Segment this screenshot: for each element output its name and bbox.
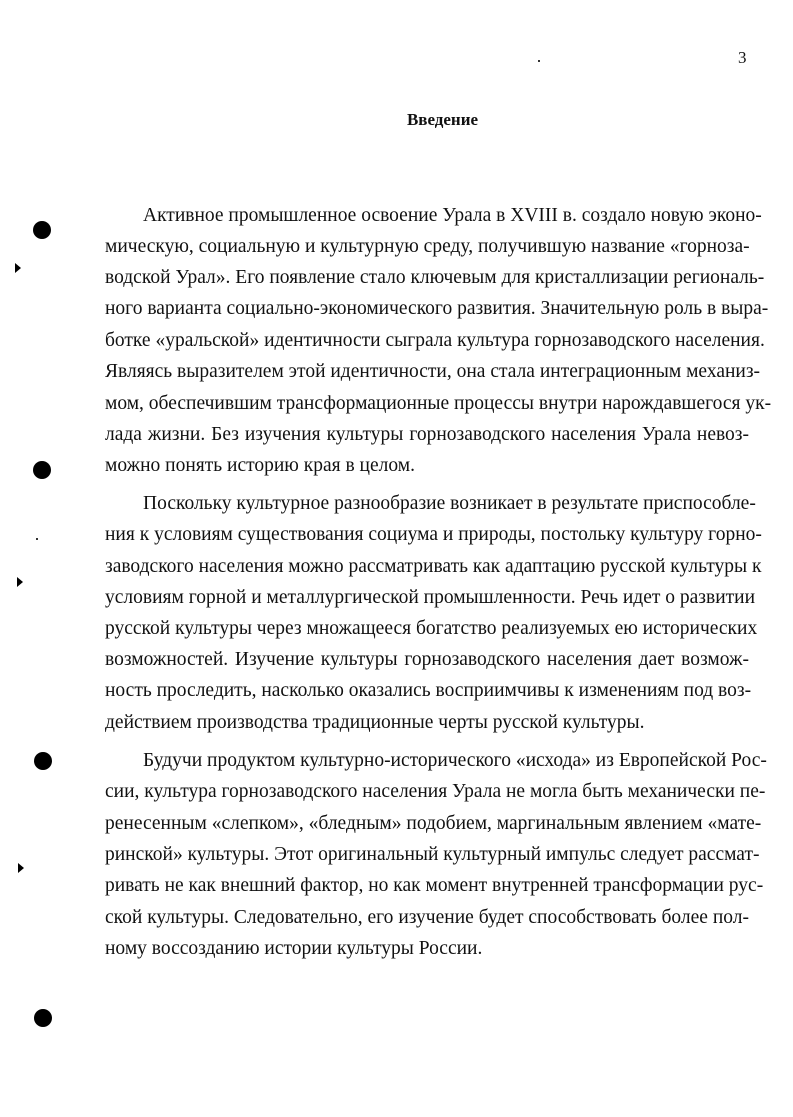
- text-line: лада жизни. Без изучения культуры горнозаводского населения Урала невоз-: [105, 424, 749, 445]
- text-line: возможностей. Изучение культуры горнозаводского населения дает возмож-: [105, 649, 749, 670]
- text-line: водской Урал». Его появление стало ключевым для кристаллизации региональ-: [105, 267, 765, 288]
- text-line: ринской» культуры. Этот оригинальный культурный импульс следует рассмат-: [105, 844, 760, 865]
- punch-hole-icon: [33, 221, 51, 239]
- text-line: условиям горной и металлургической промышленности. Речь идет о развитии: [105, 587, 756, 608]
- section-title: Введение: [406, 110, 479, 129]
- scan-speck: [538, 60, 540, 62]
- text-line: действием производства традиционные черты русской культуры.: [105, 712, 645, 733]
- text-line: мом, обеспечившим трансформационные процессы внутри нарождавшегося ук-: [105, 393, 772, 414]
- text-line: мическую, социальную и культурную среду, получившую название «горноза-: [105, 236, 750, 257]
- text-line: ской культуры. Следовательно, его изучение будет способствовать более пол-: [105, 907, 749, 928]
- text-line: ность проследить, насколько оказались восприимчивы к изменениям под воз-: [105, 680, 752, 701]
- punch-hole-icon: [33, 461, 51, 479]
- page-number: 3: [738, 48, 747, 67]
- text-line: ботке «уральской» идентичности сыграла культура горнозаводского населения.: [105, 330, 765, 351]
- text-line: можно понять историю края в целом.: [105, 455, 415, 476]
- text-line: Поскольку культурное разнообразие возникает в результате приспособле-: [143, 493, 756, 514]
- scan-speck: [36, 538, 38, 540]
- text-line: русской культуры через множащееся богатство реализуемых ею исторических: [105, 618, 758, 639]
- margin-mark-icon: [18, 863, 24, 873]
- text-line: ного варианта социально-экономического развития. Значительную роль в выра-: [105, 298, 769, 319]
- text-line: ренесенным «слепком», «бледным» подобием, маргинальным явлением «мате-: [105, 813, 762, 834]
- text-line: Будучи продуктом культурно-исторического «исхода» из Европейской Рос-: [143, 750, 767, 771]
- text-line: сии, культура горнозаводского населения Урала не могла быть механически пе-: [105, 781, 766, 802]
- margin-mark-icon: [17, 577, 23, 587]
- text-line: ния к условиям существования социума и природы, постольку культуру горно-: [105, 524, 762, 545]
- text-line: заводского населения можно рассматривать как адаптацию русской культуры к: [105, 556, 762, 577]
- text-line: ривать не как внешний фактор, но как момент внутренней трансформации рус-: [105, 875, 764, 896]
- punch-hole-icon: [34, 752, 52, 770]
- text-line: ному воссозданию истории культуры России.: [105, 938, 483, 959]
- text-line: Являясь выразителем этой идентичности, она стала интеграционным механиз-: [105, 361, 761, 382]
- margin-mark-icon: [15, 263, 21, 273]
- text-line: Активное промышленное освоение Урала в XVIII в. создало новую эконо-: [143, 205, 762, 226]
- punch-hole-icon: [34, 1009, 52, 1027]
